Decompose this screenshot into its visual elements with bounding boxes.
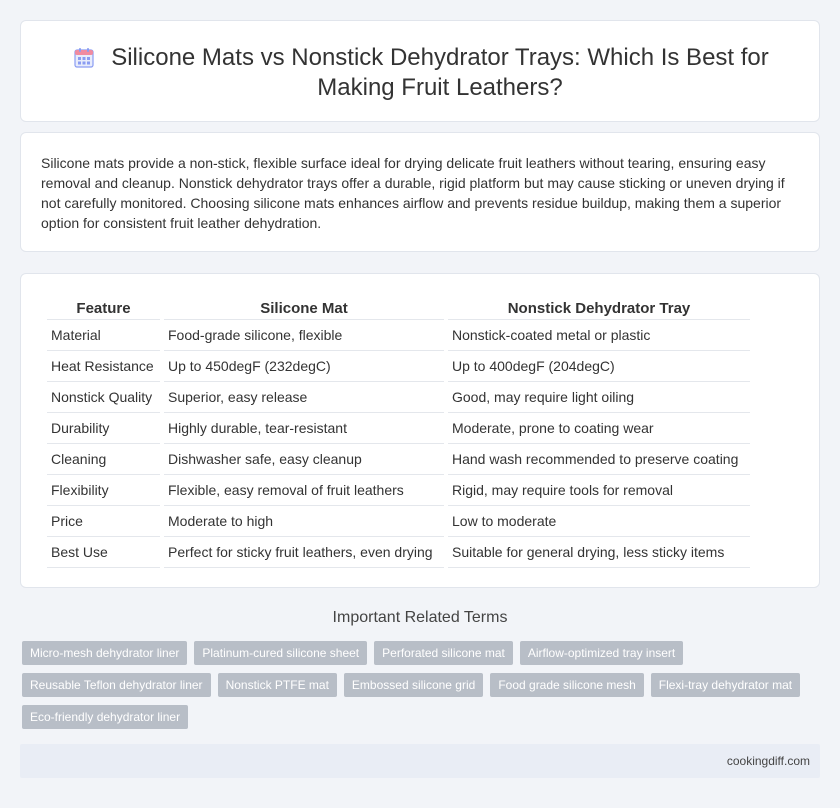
silicone-cell: Moderate to high	[164, 506, 444, 537]
silicone-cell: Highly durable, tear-resistant	[164, 413, 444, 444]
table-row	[47, 413, 750, 444]
table-row	[47, 475, 750, 506]
comparison-table	[43, 295, 754, 568]
intro-card	[20, 132, 820, 252]
feature-cell: Best Use	[47, 537, 160, 568]
related-tag[interactable]: Airflow-optimized tray insert	[520, 641, 683, 665]
related-terms-list	[22, 641, 812, 729]
tray-cell: Suitable for general drying, less sticky items	[448, 537, 750, 568]
related-tag[interactable]: Flexi-tray dehydrator mat	[651, 673, 800, 697]
feature-cell: Material	[47, 320, 160, 351]
intro-paragraph: Silicone mats provide a non-stick, flexible surface ideal for drying delicate fruit leathers without tearing, ensuring easy removal and cleanup. Nonstick dehydrator trays offer a durable, rigid platform but may cause sticking or uneven drying if not carefully monitored. Choosing silicone mats enhances airflow and prevents residue buildup, making them a superior option for consistent fruit leather dehydration.	[41, 155, 785, 231]
tray-cell: Up to 400degF (204degC)	[448, 351, 750, 382]
related-tag[interactable]: Food grade silicone mesh	[490, 673, 643, 697]
silicone-cell: Perfect for sticky fruit leathers, even drying	[164, 537, 444, 568]
feature-cell: Nonstick Quality	[47, 382, 160, 413]
footer	[20, 744, 820, 778]
table-row	[47, 382, 750, 413]
silicone-cell: Food-grade silicone, flexible	[164, 320, 444, 351]
feature-cell: Durability	[47, 413, 160, 444]
related-tag[interactable]: Eco-friendly dehydrator liner	[22, 705, 188, 729]
silicone-cell: Up to 450degF (232degC)	[164, 351, 444, 382]
page-title: Silicone Mats vs Nonstick Dehydrator Trays: Which Is Best for Making Fruit Leathers?	[111, 44, 769, 101]
footer-site-link[interactable]: cookingdiff.com	[726, 754, 810, 768]
tray-cell: Good, may require light oiling	[448, 382, 750, 413]
silicone-cell: Dishwasher safe, easy cleanup	[164, 444, 444, 475]
table-header-row	[47, 295, 750, 320]
table-row	[47, 506, 750, 537]
related-terms-title: Important Related Terms	[332, 609, 508, 626]
comparison-card	[20, 273, 820, 588]
related-tag[interactable]: Micro-mesh dehydrator liner	[22, 641, 187, 665]
table-row	[47, 537, 750, 568]
tray-cell: Hand wash recommended to preserve coating	[448, 444, 750, 475]
tray-cell: Nonstick-coated metal or plastic	[448, 320, 750, 351]
related-tag[interactable]: Reusable Teflon dehydrator liner	[22, 673, 211, 697]
header-feature: Feature	[47, 295, 160, 320]
related-tag[interactable]: Nonstick PTFE mat	[218, 673, 337, 697]
silicone-cell: Superior, easy release	[164, 382, 444, 413]
feature-cell: Price	[47, 506, 160, 537]
header-nonstick-tray: Nonstick Dehydrator Tray	[448, 295, 750, 320]
tray-cell: Moderate, prone to coating wear	[448, 413, 750, 444]
table-row	[47, 444, 750, 475]
silicone-cell: Flexible, easy removal of fruit leathers	[164, 475, 444, 506]
related-tag[interactable]: Platinum-cured silicone sheet	[194, 641, 367, 665]
header-silicone-mat: Silicone Mat	[164, 295, 444, 320]
related-tag[interactable]: Embossed silicone grid	[344, 673, 483, 697]
feature-cell: Heat Resistance	[47, 351, 160, 382]
related-tag[interactable]: Perforated silicone mat	[374, 641, 513, 665]
header-card	[20, 20, 820, 122]
feature-cell: Flexibility	[47, 475, 160, 506]
table-row	[47, 320, 750, 351]
table-row	[47, 351, 750, 382]
feature-cell: Cleaning	[47, 444, 160, 475]
tray-cell: Low to moderate	[448, 506, 750, 537]
tray-cell: Rigid, may require tools for removal	[448, 475, 750, 506]
